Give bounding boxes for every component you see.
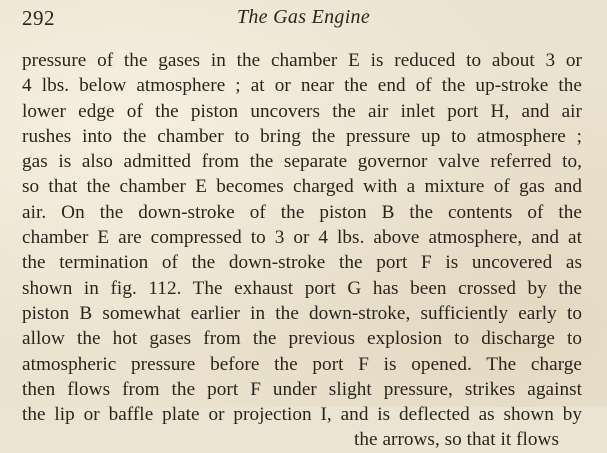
text-line: shown in fig. 112. The exhaust port G has been crossed by the xyxy=(22,277,582,299)
page-number: 292 xyxy=(22,6,55,30)
text-line: 4 lbs. below atmosphere ; at or near the end of the up-stroke the xyxy=(22,75,582,97)
text-line: atmospheric pressure before the port F is opened. The charge xyxy=(22,353,582,375)
text-line: piston B somewhat earlier in the down-stroke, sufficiently early to xyxy=(22,302,582,324)
text-line: rushes into the chamber to bring the pressure up to atmosphere ; xyxy=(22,125,582,147)
text-line: so that the chamber E becomes charged with a mixture of gas and xyxy=(22,176,582,198)
text-line: allow the hot gases from the previous explosion to discharge to xyxy=(22,328,582,350)
text-line: pressure of the gases in the chamber E is reduced to about 3 or xyxy=(22,50,582,71)
running-head: The Gas Engine xyxy=(236,6,371,28)
text-line: the termination of the down-stroke the port F is uncovered as xyxy=(22,252,582,274)
text-line: gas is also admitted from the separate governor valve referred to, xyxy=(22,151,582,173)
body-text xyxy=(22,48,582,453)
text-line: then flows from the port F under slight pressure, strikes against xyxy=(22,378,582,400)
text-line: lower edge of the piston uncovers the air inlet port H, and air xyxy=(22,100,582,122)
text-line: the arrows, so that it flows xyxy=(354,429,559,451)
text-line: chamber E are compressed to 3 or 4 lbs. above atmosphere, and at xyxy=(22,227,582,249)
text-line: air. On the down-stroke of the piston B the contents of the xyxy=(22,201,582,223)
text-line: the lip or baffle plate or projection I, and is deflected as shown by xyxy=(22,404,582,426)
